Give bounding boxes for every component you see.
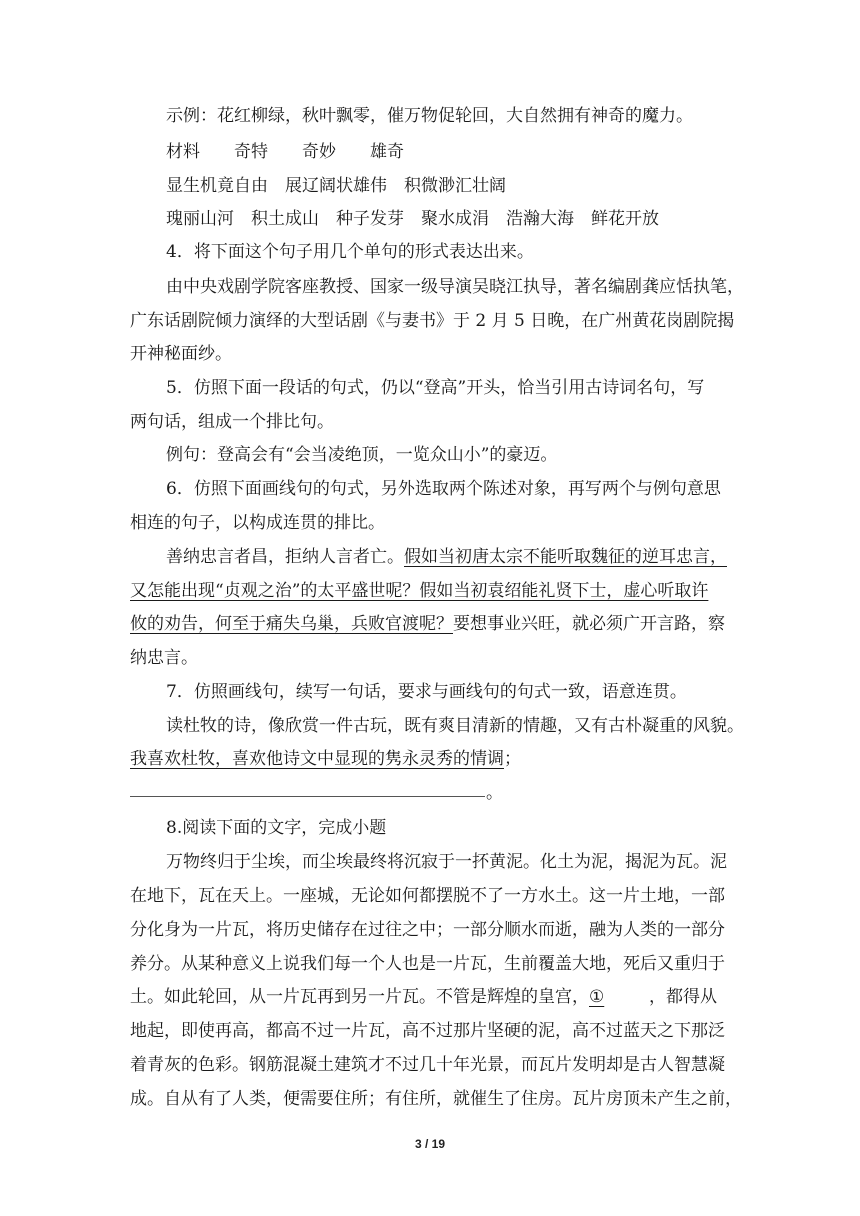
question-8: 8.阅读下面的文字，完成小题 — [166, 818, 387, 838]
answer-blank-end: 。 — [486, 783, 503, 803]
word-options-row-3: 瑰丽山河 积土成山 种子发芽 聚水成涓 浩瀚大海 鲜花开放 — [166, 209, 659, 229]
reading-passage-line-7: 着青灰的色彩。钢筋混凝土建筑才不过几十年光景，而瓦片发明却是古人智慧凝 — [130, 1055, 725, 1075]
reading-passage-line-3: 分化身为一片瓦，将历史储存在过往之中；一部分顺水而逝，融为人类的一部分 — [130, 920, 725, 940]
question-4-text-3: 开神秘面纱。 — [130, 344, 232, 364]
punctuation: ； — [504, 749, 521, 769]
question-7-underlined — [0, 747, 860, 771]
question-7: 7．仿照画线句，续写一句话，要求与画线句的句式一致，语意连贯。 — [166, 682, 687, 702]
question-6-cont: 相连的句子，以构成连贯的排比。 — [130, 513, 385, 533]
word-options-row-1: 材料 奇特 奇妙 雄奇 — [166, 142, 404, 162]
question-4: 4．将下面这个句子用几个单句的形式表达出来。 — [166, 242, 534, 262]
passage-plain-text: 土。如此轮回，从一片瓦再到另一片瓦。不管是辉煌的皇宫， — [130, 987, 589, 1007]
question-5-example: 例句：登高会有“会当凌绝顶，一览众山小”的豪迈。 — [166, 445, 558, 465]
underlined-sentence: 假如当初唐太宗不能听取魏征的逆耳忠言， — [404, 547, 727, 567]
reading-passage-line-8: 成。自从有了人类，便需要住所；有住所，就催生了住房。瓦片房顶未产生之前， — [130, 1089, 742, 1109]
word-options-row-2: 显生机竟自由 展辽阔状雄伟 积微渺汇壮阔 — [166, 176, 506, 196]
passage-plain-text: 善纳忠言者昌，拒纳人言者亡。 — [166, 547, 404, 567]
question-6: 6．仿照下面画线句的句式，另外选取两个陈述对象，再写两个与例句意思 — [166, 479, 721, 499]
reading-passage-line-4: 养分。从某种意义上说我们每一个人也是一片瓦，生前覆盖大地，死后又重归于 — [130, 954, 725, 974]
example-sentence: 示例：花红柳绿，秋叶飘零，催万物促轮回，大自然拥有神奇的魔力。 — [166, 106, 693, 126]
question-7-passage: 读杜牧的诗，像欣赏一件古玩，既有爽目清新的情趣，又有古朴凝重的风貌。 — [166, 716, 744, 736]
question-6-passage-2 — [0, 579, 860, 603]
question-6-passage-4: 纳忠言。 — [130, 648, 198, 668]
reading-passage-line-5 — [0, 985, 860, 1009]
reading-passage-line-1: 万物终归于尘埃，而尘埃最终将沉寂于一抔黄泥。化土为泥，揭泥为瓦。泥 — [166, 852, 727, 872]
question-6-passage-3 — [0, 612, 860, 636]
passage-plain-text: 要想事业兴旺，就必须广开言路，察 — [453, 614, 725, 634]
reading-passage-line-6: 地起，即使再高，都高不过一片瓦，高不过那片坚硬的泥，高不过蓝天之下那泛 — [130, 1021, 725, 1041]
reading-passage-line-2: 在地下，瓦在天上。一座城，无论如何都摆脱不了一方水土。这一片土地，一部 — [130, 886, 725, 906]
underlined-sentence: 我喜欢杜牧，喜欢他诗文中显现的隽永灵秀的情调 — [130, 749, 504, 769]
passage-plain-text: ，都得从 — [649, 987, 717, 1007]
question-4-text-1: 由中央戏剧学院客座教授、国家一级导演吴晓江执导，著名编剧龚应恬执笔， — [166, 277, 744, 297]
question-5: 5．仿照下面一段话的句式，仍以“登高”开头，恰当引用古诗词名句，写 — [166, 378, 705, 398]
question-5-cont: 两句话，组成一个排比句。 — [130, 412, 334, 432]
underlined-sentence: 又怎能出现“贞观之治”的太平盛世呢？假如当初袁绍能礼贤下士，虚心听取许 — [130, 581, 709, 601]
page-number: 3 / 19 — [414, 1137, 446, 1151]
fill-in-blank-1: ① — [589, 987, 605, 1007]
question-6-passage-1 — [0, 545, 860, 569]
underlined-sentence: 攸的劝告，何至于痛失乌巢，兵败官渡呢？ — [130, 614, 453, 634]
question-4-text-2: 广东话剧院倾力演绎的大型话剧《与妻书》于 2 月 5 日晚，在广州黄花岗剧院揭 — [130, 311, 735, 331]
